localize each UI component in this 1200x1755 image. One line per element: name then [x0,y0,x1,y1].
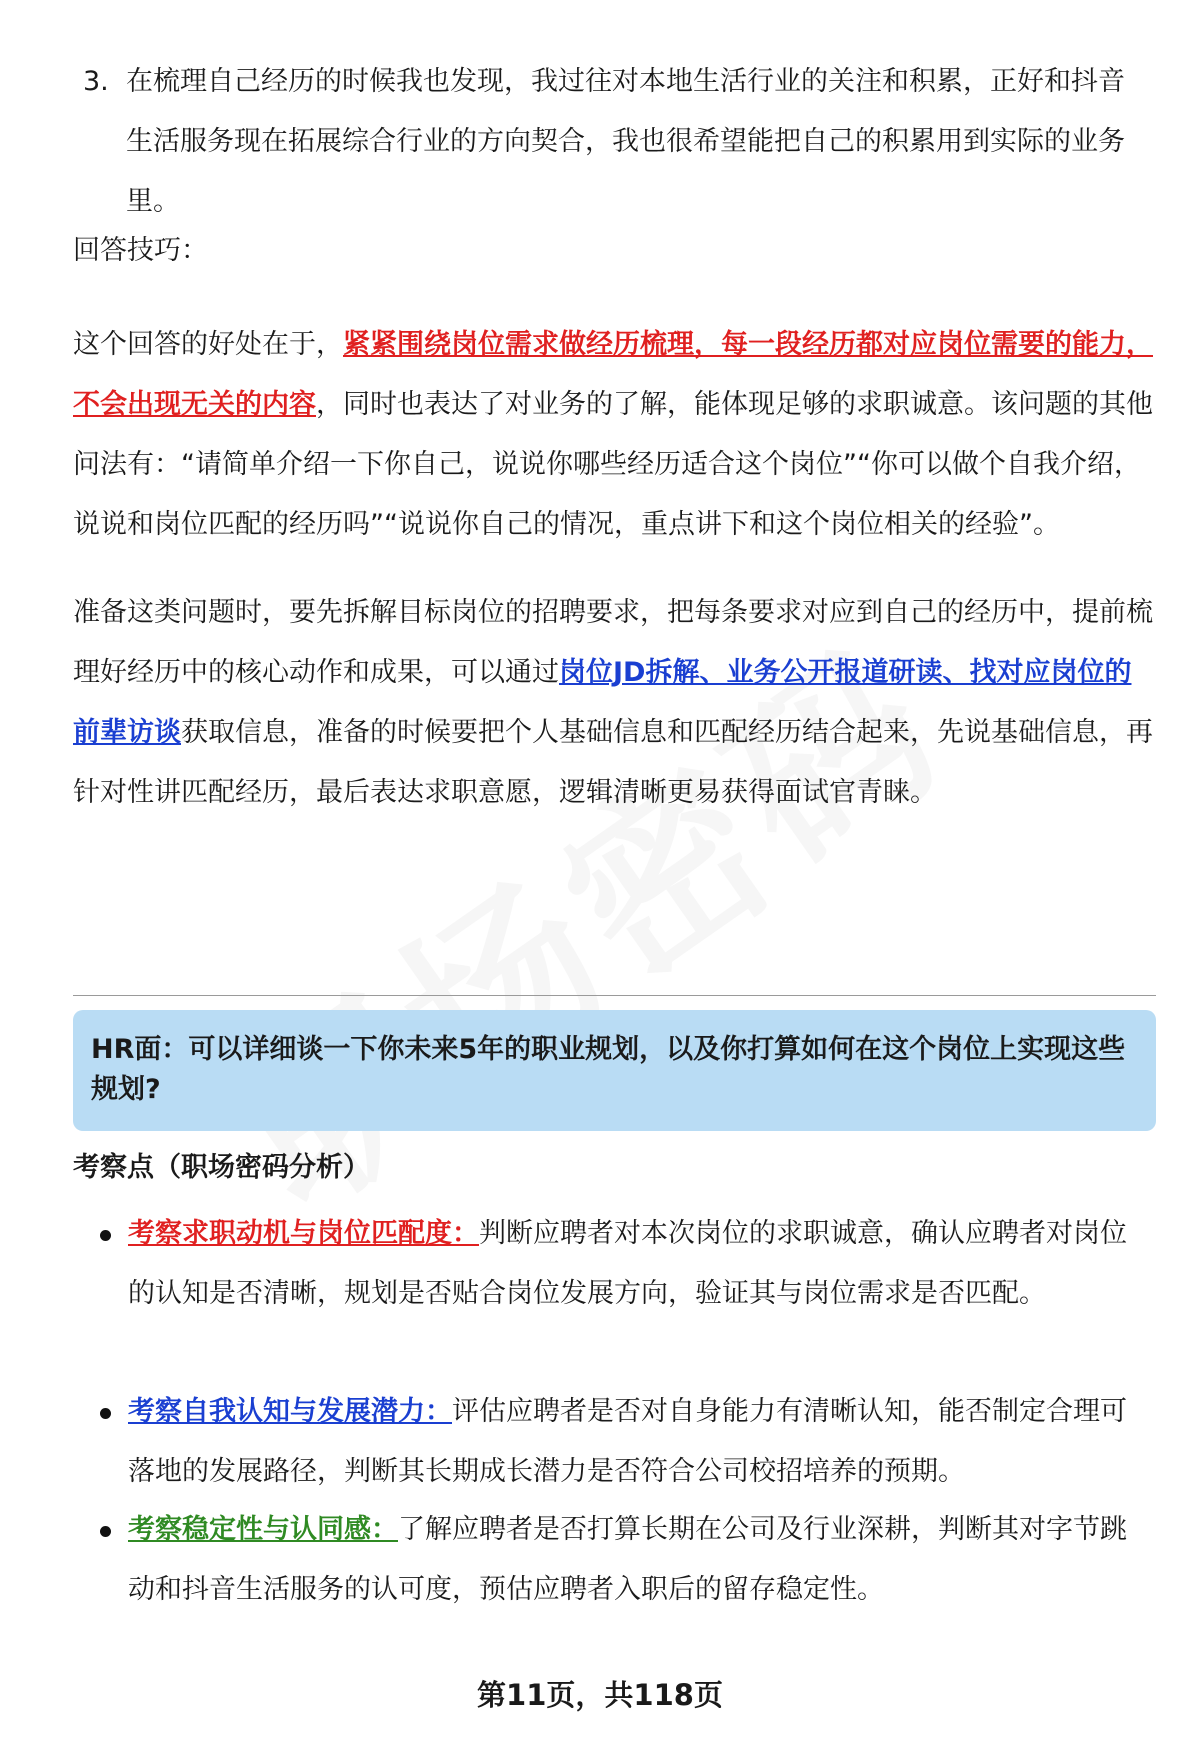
bullet-text [128,1500,1148,1620]
bullet-label: 考察自我认知与发展潜力： [128,1396,452,1427]
bullet-dot-icon [100,1408,111,1419]
para1-highlight: 紧紧围绕岗位需求做经历梳理，每一段经历都对应岗位需要的能力，不会出现无关的内容 [73,329,1153,420]
tips-label: 回答技巧： [73,235,208,266]
tips-paragraph-1 [73,315,1153,555]
list-item-text: 在梳理自己经历的时候我也发现，我过往对本地生活行业的关注和积累，正好和抖音生活服务现在拓展综合行业的方向契合，我也很希望能把自己的积累用到实际的业务里。 [126,66,1125,217]
para2-intro: 准备这类问题时，要先拆解目标岗位的招聘要求，把每条要求对应到自己的经历中，提前梳理好经历中的核心动作和成果，可以通过 [73,597,1153,688]
para1-intro: 这个回答的好处在于， [73,329,343,360]
bullet-text [128,1204,1148,1324]
para2-body: 获取信息，准备的时候要把个人基础信息和匹配经历结合起来，先说基础信息，再针对性讲匹配经历，最后表达求职意愿，逻辑清晰更易获得面试官青睐。 [73,717,1153,808]
bullet-label: 考察求职动机与岗位匹配度： [128,1218,479,1249]
divider [73,995,1156,996]
question-box [73,1010,1156,1131]
para2-highlight: 岗位JD拆解、业务公开报道研读、找对应岗位的前辈访谈 [73,657,1132,748]
list-number: 3. [83,66,109,97]
bullet-dot-icon [100,1230,111,1241]
section-title: 考察点（职场密码分析） [73,1152,370,1183]
bullet-body: 判断应聘者对本次岗位的求职诚意，确认应聘者对岗位的认知是否清晰，规划是否贴合岗位发展方向，验证其与岗位需求是否匹配。 [128,1218,1127,1309]
bullet-dot-icon [100,1526,111,1537]
question-text: HR面：可以详细谈一下你未来5年的职业规划，以及你打算如何在这个岗位上实现这些规划? [91,1034,1126,1105]
bullet-body: 了解应聘者是否打算长期在公司及行业深耕，判断其对字节跳动和抖音生活服务的认可度，预估应聘者入职后的留存稳定性。 [128,1514,1127,1605]
bullet-text [128,1382,1148,1502]
tips-paragraph-2 [73,583,1153,823]
bullet-label: 考察稳定性与认同感： [128,1514,398,1545]
para1-body: ，同时也表达了对业务的了解，能体现足够的求职诚意。该问题的其他问法有：“请简单介绍一下你自己，说说你哪些经历适合这个岗位”“你可以做个自我介绍，说说和岗位匹配的经历吗”“说说你自己的情况，重点讲下和这个岗位相关的经验”。 [73,389,1153,540]
bullet-body: 评估应聘者是否对自身能力有清晰认知，能否制定合理可落地的发展路径，判断其长期成长潜力是否符合公司校招培养的预期。 [128,1396,1127,1487]
page-footer: 第11页，共118页 [477,1678,723,1712]
